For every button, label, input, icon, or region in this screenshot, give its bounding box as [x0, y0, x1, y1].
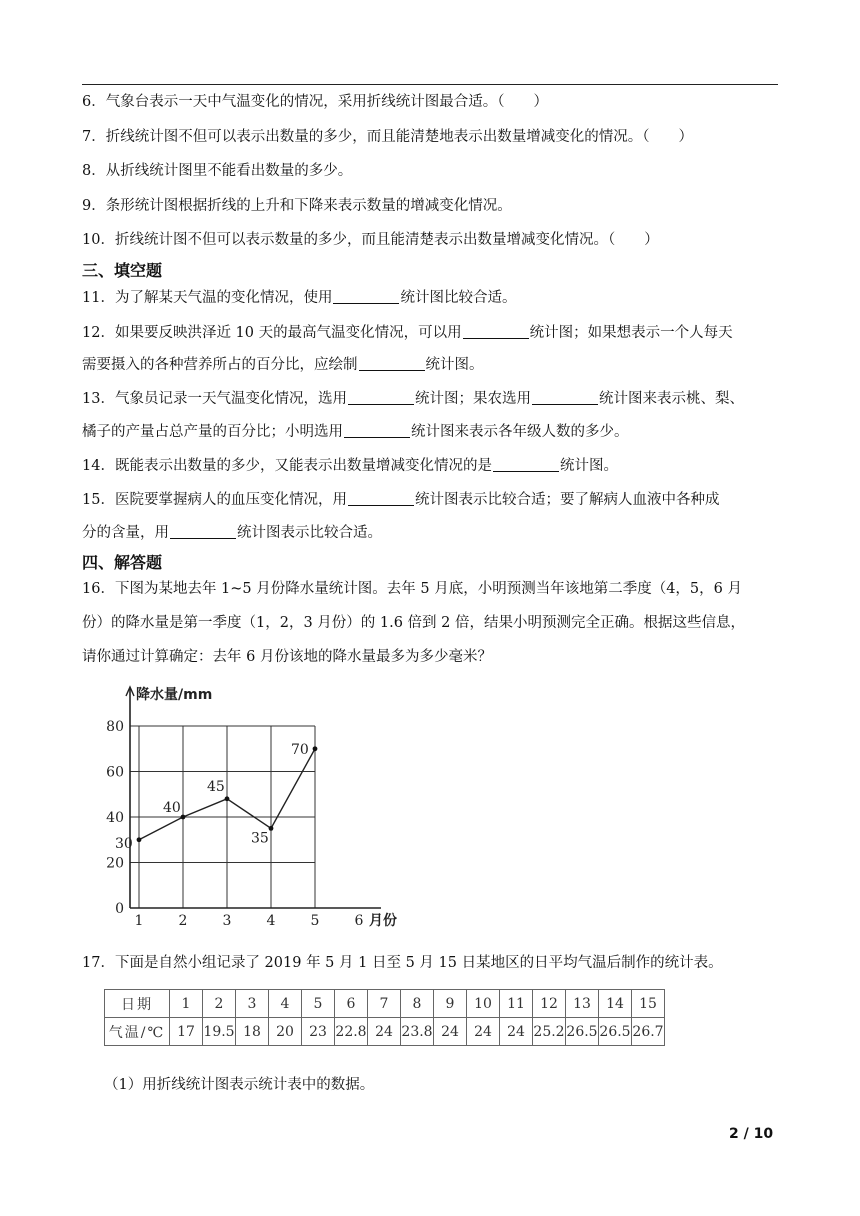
question-13-line-1 [82, 388, 744, 409]
table-cell-date: 10 [467, 990, 500, 1018]
answer-blank[interactable] [463, 322, 529, 339]
y-tick-label: 40 [106, 810, 124, 826]
answer-blank[interactable] [344, 421, 410, 438]
data-label: 35 [251, 830, 269, 847]
question-6: 6．气象台表示一天中气温变化的情况，采用折线统计图最合适。（ ） [82, 94, 548, 110]
question-8: 8．从折线统计图里不能看出数量的多少。 [82, 163, 353, 179]
table-cell-date: 3 [236, 990, 269, 1018]
question-13-text-c: 统计图来表示桃、梨、 [598, 391, 744, 407]
answer-blank[interactable] [348, 388, 414, 405]
table-cell-temp: 26.5 [599, 1018, 632, 1046]
data-label: 70 [291, 741, 309, 758]
table-cell-date: 4 [269, 990, 302, 1018]
page-number: 2 / 10 [729, 1126, 774, 1142]
table-cell-date: 8 [401, 990, 434, 1018]
question-12-text-b: 统计图；如果想表示一个人每天 [529, 325, 733, 341]
question-11-text-a: 11．为了解某天气温的变化情况，使用 [82, 290, 333, 306]
question-12-text-d: 统计图。 [425, 357, 484, 373]
question-17: 17．下面是自然小组记录了 2019 年 5 月 1 日至 5 月 15 日某地区的日平均气温后制作的统计表。 [82, 955, 723, 971]
table-cell-temp: 22.8 [335, 1018, 368, 1046]
answer-blank[interactable] [170, 522, 236, 539]
chart-axes [126, 687, 381, 908]
table-cell-date: 14 [599, 990, 632, 1018]
question-15-text-c: 分的含量，用 [82, 525, 169, 541]
question-14-text-a: 14．既能表示出数量的多少，又能表示出数量增减变化情况的是 [82, 458, 492, 474]
answer-blank[interactable] [532, 388, 598, 405]
answer-blank[interactable] [348, 489, 414, 506]
question-11 [82, 287, 516, 308]
y-tick-label: 0 [115, 901, 124, 917]
table-cell-date: 6 [335, 990, 368, 1018]
y-axis-title: 降水量/mm [136, 687, 213, 703]
table-cell-date: 7 [368, 990, 401, 1018]
y-tick-label: 20 [106, 855, 124, 872]
question-12-line-2 [82, 354, 484, 375]
data-label: 45 [207, 778, 225, 795]
data-label: 30 [115, 835, 133, 852]
question-15-text-a: 15．医院要掌握病人的血压变化情况，用 [82, 492, 347, 508]
temperature-table [104, 989, 665, 1046]
data-point [269, 826, 274, 831]
table-cell-date: 11 [500, 990, 533, 1018]
x-tick-label: 4 [266, 913, 276, 929]
table-cell-temp: 24 [368, 1018, 401, 1046]
table-cell-temp: 20 [269, 1018, 302, 1046]
question-11-text-b: 统计图比较合适。 [400, 290, 517, 306]
question-13-text-a: 13．气象员记录一天气温变化情况，选用 [82, 391, 347, 407]
question-13-text-d: 橘子的产量占总产量的百分比；小明选用 [82, 424, 343, 440]
data-point [137, 837, 142, 842]
table-cell-temp: 17 [170, 1018, 203, 1046]
x-axis-title: 月份 [369, 913, 397, 929]
question-10: 10．折线统计图不但可以表示数量的多少，而且能清楚表示出数量增减变化情况。（ ） [82, 232, 659, 248]
question-13-text-e: 统计图来表示各年级人数的多少。 [411, 424, 629, 440]
question-15-line-1 [82, 489, 719, 510]
header-rule [82, 84, 778, 85]
table-row-temps [105, 1018, 665, 1046]
question-14-text-b: 统计图。 [559, 458, 618, 474]
table-row-dates [105, 990, 665, 1018]
chart-grid [130, 726, 315, 908]
section-fill-in-heading: 三、填空题 [82, 261, 163, 280]
question-14 [82, 455, 618, 476]
x-tick-label: 5 [310, 913, 320, 929]
table-cell-temp: 23 [302, 1018, 335, 1046]
question-13-text-b: 统计图；果农选用 [414, 391, 531, 407]
question-16-line-1: 16．下图为某地去年 1~5 月份降水量统计图。去年 5 月底，小明预测当年该地第二季度（4，5，6 月 [82, 581, 742, 597]
table-cell-date: 5 [302, 990, 335, 1018]
data-label: 40 [163, 800, 181, 816]
question-15-text-d: 统计图表示比较合适。 [237, 525, 382, 541]
table-cell-date: 15 [632, 990, 665, 1018]
table-header-temp: 气温/℃ [105, 1018, 170, 1046]
data-point [313, 746, 318, 751]
data-point [181, 815, 186, 820]
table-cell-temp: 26.5 [566, 1018, 599, 1046]
question-16-line-3: 请你通过计算确定：去年 6 月份该地的降水量最多为多少毫米？ [82, 649, 492, 665]
table-cell-date: 12 [533, 990, 566, 1018]
answer-blank[interactable] [333, 287, 399, 304]
x-tick-label: 6 [354, 913, 364, 929]
question-9: 9．条形统计图根据折线的上升和下降来表示数量的增减变化情况。 [82, 198, 512, 214]
x-tick-label: 1 [134, 913, 144, 929]
section-answer-heading: 四、解答题 [82, 553, 163, 572]
question-13-line-2 [82, 421, 629, 442]
table-cell-temp: 24 [467, 1018, 500, 1046]
question-7: 7．折线统计图不但可以表示出数量的多少，而且能清楚地表示出数量增减变化的情况。（ ） [82, 129, 693, 145]
table-cell-date: 1 [170, 990, 203, 1018]
y-tick-label: 80 [106, 719, 124, 735]
question-12-text-a: 12．如果要反映洪泽近 10 天的最高气温变化情况，可以用 [82, 325, 462, 341]
answer-blank[interactable] [359, 354, 425, 371]
table-cell-date: 13 [566, 990, 599, 1018]
question-16-line-2: 份）的降水量是第一季度（1，2，3 月份）的 1.6 倍到 2 倍，结果小明预测完全正确。根据这些信息， [82, 615, 746, 631]
x-tick-label: 3 [222, 913, 232, 929]
question-15-line-2 [82, 522, 382, 543]
question-12-text-c: 需要摄入的各种营养所占的百分比，应绘制 [82, 357, 358, 373]
table-cell-temp: 25.2 [533, 1018, 566, 1046]
rainfall-line-chart [96, 684, 436, 930]
table-cell-temp: 24 [434, 1018, 467, 1046]
table-cell-temp: 19.5 [203, 1018, 236, 1046]
x-tick-label: 2 [178, 913, 188, 929]
table-cell-date: 9 [434, 990, 467, 1018]
table-header-date: 日期 [105, 990, 170, 1018]
table-cell-temp: 24 [500, 1018, 533, 1046]
chart-labels [106, 686, 397, 929]
answer-blank[interactable] [493, 455, 559, 472]
table-cell-temp: 23.8 [401, 1018, 434, 1046]
table-cell-temp: 18 [236, 1018, 269, 1046]
data-point [225, 796, 230, 801]
question-12-line-1 [82, 322, 733, 343]
table-cell-temp: 26.7 [632, 1018, 665, 1046]
question-15-text-b: 统计图表示比较合适；要了解病人血液中各种成 [414, 492, 720, 508]
question-17-part-1: （1）用折线统计图表示统计表中的数据。 [104, 1077, 375, 1093]
y-tick-label: 60 [106, 764, 124, 781]
table-cell-date: 2 [203, 990, 236, 1018]
